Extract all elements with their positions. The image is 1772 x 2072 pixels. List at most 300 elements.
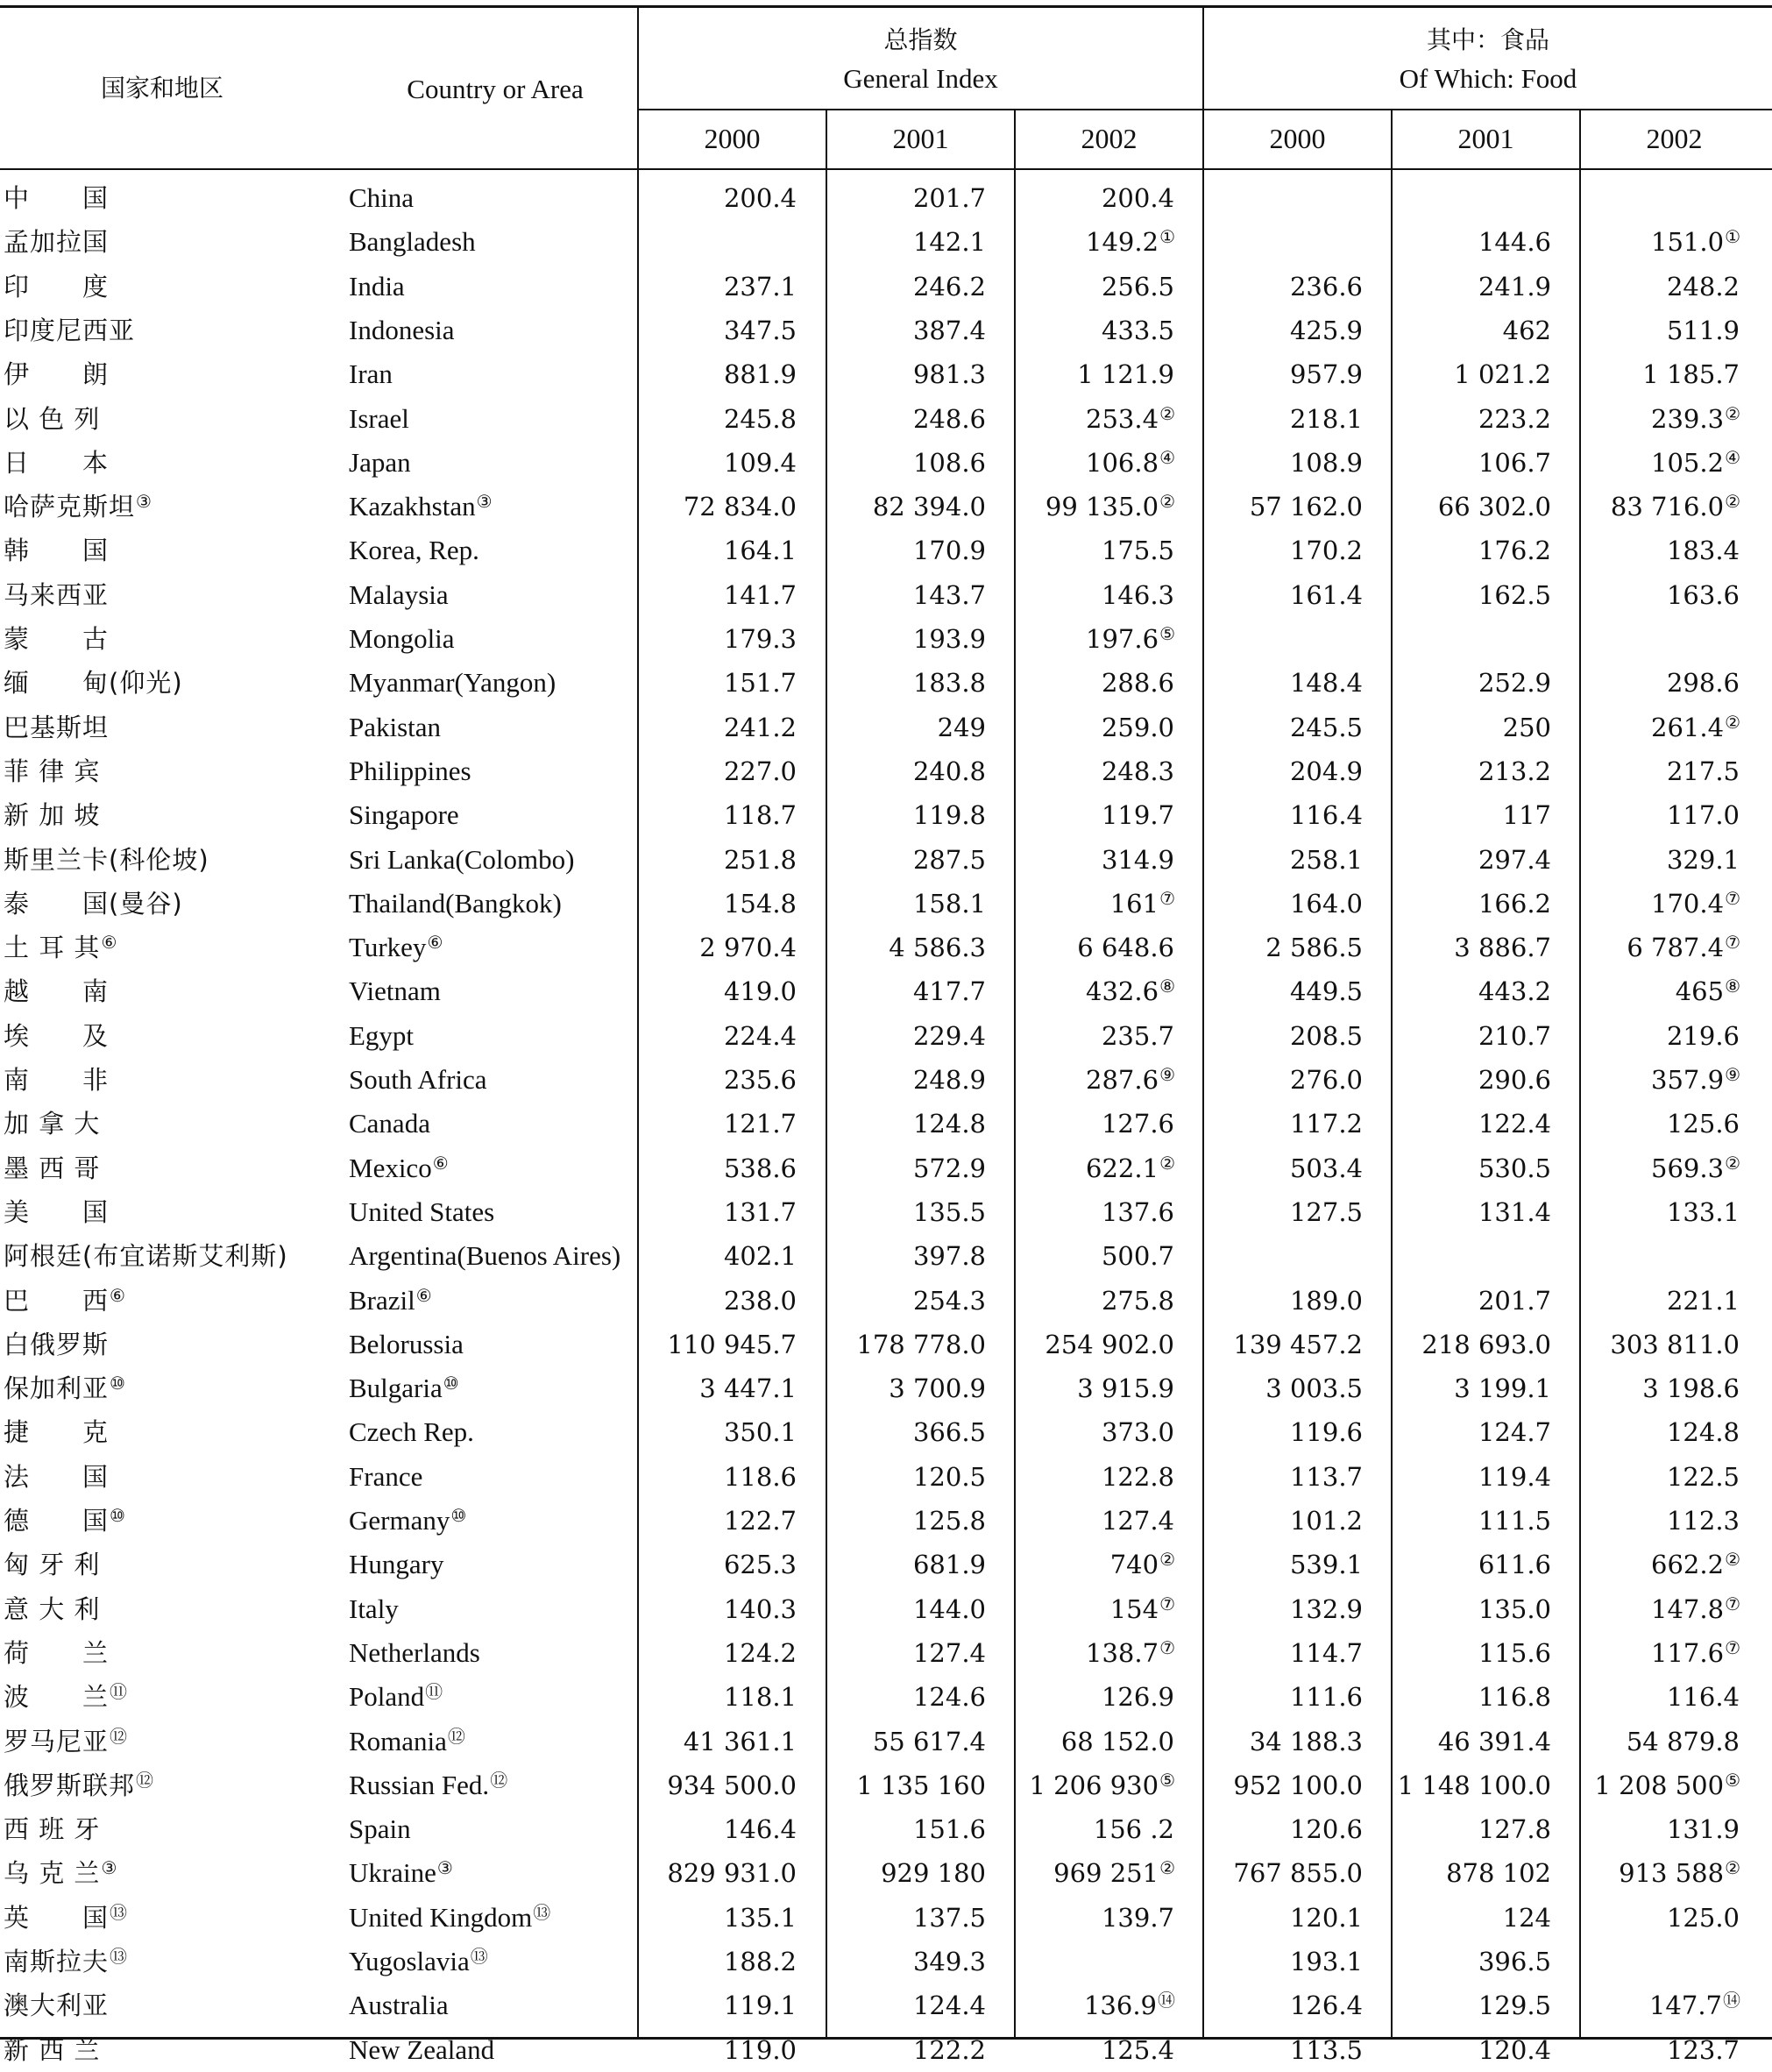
value-food-2001: 297.4: [1478, 844, 1551, 875]
country-name-en: Egypt: [349, 1019, 415, 1051]
value-general-2000: 538.6: [723, 1153, 797, 1183]
footnote-mark: ⑤: [1159, 623, 1175, 644]
value-general-2000: 131.7: [723, 1196, 797, 1227]
value-general-2001: 193.9: [912, 624, 986, 654]
value-food-2001: 135.0: [1478, 1593, 1551, 1624]
country-name-cn: 新 西 兰: [4, 2034, 101, 2065]
footnote-mark: ⑬: [470, 1946, 488, 1967]
value-food-2002: 662.2②: [1651, 1549, 1740, 1580]
value-food-2000: 117.2: [1289, 1109, 1363, 1139]
value-food-2001: 127.8: [1478, 1814, 1551, 1845]
footnote-mark: ③: [476, 491, 493, 513]
value-general-2000: 118.6: [723, 1461, 797, 1492]
value-general-2001: 4 586.3: [889, 933, 986, 963]
value-general-2000: 41 361.1: [683, 1726, 797, 1756]
country-name-en: Netherlands: [349, 1636, 480, 1668]
footnote-mark: ⑥: [110, 1284, 126, 1306]
table-row: [0, 833, 1772, 876]
country-name-en: Mexico⑥: [349, 1152, 449, 1183]
country-name-en: Italy: [349, 1593, 399, 1624]
table-row: [0, 1096, 1772, 1140]
footnote-mark: ⑥: [427, 932, 443, 954]
table-row: [0, 347, 1772, 391]
country-name-cn: 西 班 牙: [4, 1814, 101, 1845]
value-food-2002: 303 811.0: [1610, 1329, 1740, 1359]
value-general-2001: 151.6: [912, 1814, 986, 1845]
footnote-mark: ⑫: [490, 1769, 508, 1791]
value-general-2001: 572.9: [912, 1153, 986, 1183]
value-general-2002: 106.8④: [1086, 446, 1175, 478]
value-general-2002: 6 648.6: [1077, 933, 1174, 963]
value-general-2001: 143.7: [912, 579, 986, 610]
value-food-2000: 113.5: [1289, 2034, 1363, 2065]
table-row: [0, 1009, 1772, 1053]
value-general-2001: 248.6: [912, 403, 986, 434]
footnote-mark: ②: [1159, 491, 1175, 513]
value-general-2001: 144.0: [912, 1593, 986, 1624]
value-general-2001: 240.8: [912, 756, 986, 786]
footnote-mark: ⑤: [1725, 1769, 1740, 1791]
value-general-2001: 397.8: [912, 1241, 986, 1272]
value-general-2001: 122.2: [912, 2034, 986, 2065]
value-general-2000: 119.0: [723, 2034, 797, 2065]
value-general-2000: 135.1: [723, 1902, 797, 1933]
value-general-2002: 500.7: [1101, 1241, 1174, 1272]
table-row: [0, 1405, 1772, 1449]
country-name-cn: 乌 克 兰③: [4, 1857, 118, 1889]
value-food-2000: 204.9: [1289, 756, 1363, 786]
value-general-2001: 108.6: [912, 447, 986, 478]
footnote-mark: ⑦: [1725, 1636, 1740, 1658]
value-general-2002: 622.1②: [1086, 1152, 1175, 1183]
value-food-2001: 210.7: [1478, 1020, 1551, 1051]
country-name-en: Pakistan: [349, 711, 442, 742]
value-food-2001: [1394, 1229, 1552, 1273]
value-food-2002: 298.6: [1666, 668, 1740, 699]
value-food-2001: 250: [1502, 712, 1551, 742]
table-row: [0, 568, 1772, 612]
year-header: 2000: [704, 123, 761, 154]
country-name-en: Iran: [349, 358, 393, 390]
footnote-mark: ⑧: [1159, 976, 1175, 997]
value-food-2001: 129.5: [1478, 1990, 1551, 2021]
value-food-2002: 123.7: [1666, 2034, 1740, 2065]
table-row: [0, 1185, 1772, 1229]
table-row: [0, 1450, 1772, 1494]
country-name-en: South Africa: [349, 1064, 487, 1095]
country-name-cn: 捷 克: [4, 1417, 110, 1448]
footnote-mark: ③: [101, 1857, 118, 1879]
value-food-2002: 217.5: [1666, 756, 1740, 786]
value-general-2001: 119.8: [912, 800, 986, 831]
value-general-2002: 126.9: [1101, 1682, 1174, 1713]
value-general-2000: 151.7: [723, 668, 797, 699]
country-name-cn: 南斯拉夫⑬: [4, 1946, 129, 1976]
footnote-mark: ⑨: [1159, 1064, 1175, 1085]
value-food-2002: 54 879.8: [1626, 1726, 1740, 1756]
value-food-2002: 511.9: [1666, 315, 1740, 345]
value-food-2002: [1583, 171, 1740, 215]
table-row: [0, 1229, 1772, 1273]
table-row: [0, 656, 1772, 699]
value-food-2000: 3 003.5: [1265, 1373, 1363, 1404]
header-country-cn: 国家和地区: [100, 74, 223, 103]
value-food-2001: 3 199.1: [1454, 1373, 1551, 1404]
value-general-2001: 142.1: [912, 227, 986, 258]
country-name-cn: 俄罗斯联邦⑫: [4, 1769, 155, 1800]
footnote-mark: ⑩: [450, 1505, 467, 1526]
country-name-cn: 英 国⑬: [4, 1901, 129, 1933]
country-name-en: Mongolia: [349, 623, 455, 654]
country-name-cn: 罗马尼亚⑫: [4, 1725, 129, 1756]
value-general-2000: 110 945.7: [667, 1329, 797, 1359]
country-name-cn: 马来西亚: [4, 579, 110, 610]
footnote-mark: ⑬: [533, 1901, 551, 1923]
value-food-2001: 396.5: [1478, 1947, 1551, 1976]
year-header: 2001: [1457, 123, 1514, 154]
country-name-cn: 以 色 列: [4, 403, 101, 434]
value-food-2000: 503.4: [1289, 1153, 1363, 1183]
value-general-2000: 146.4: [723, 1814, 797, 1845]
value-food-2001: 241.9: [1478, 271, 1551, 302]
table-row: [0, 876, 1772, 920]
value-food-2002: [1583, 1934, 1740, 1978]
footnote-mark: ②: [1159, 1857, 1175, 1879]
value-general-2001: 124.4: [912, 1990, 986, 2021]
country-name-en: Myanmar(Yangon): [349, 667, 556, 699]
country-name-cn: 印度尼西亚: [4, 315, 136, 345]
value-food-2001: 252.9: [1478, 668, 1551, 699]
footnote-mark: ②: [1725, 1857, 1740, 1879]
value-general-2000: 224.4: [723, 1020, 797, 1051]
country-name-cn: 蒙 古: [4, 624, 110, 654]
table-row: [0, 1317, 1772, 1361]
value-food-2000: 34 188.3: [1249, 1726, 1363, 1756]
value-food-2001: [1394, 171, 1552, 215]
country-name-cn: 伊 朗: [4, 359, 110, 390]
value-general-2002: 200.4: [1101, 183, 1174, 213]
country-name-cn: 中 国: [4, 183, 110, 213]
footnote-mark: ⑪: [425, 1681, 443, 1703]
value-food-2000: [1206, 215, 1364, 259]
table-row: [0, 1053, 1772, 1096]
value-general-2002: 373.0: [1101, 1417, 1174, 1448]
value-general-2000: 141.7: [723, 579, 797, 610]
value-general-2000: 3 447.1: [699, 1373, 797, 1404]
value-food-2001: 878 102: [1446, 1858, 1551, 1889]
value-food-2002: 105.2④: [1651, 446, 1740, 478]
value-general-2001: 417.7: [912, 976, 986, 1007]
value-general-2000: 164.1: [723, 536, 797, 566]
country-name-cn: 泰 国(曼谷): [4, 888, 183, 919]
value-general-2002: 288.6: [1101, 668, 1174, 699]
value-general-2002: [1017, 1934, 1175, 1978]
year-header: 2002: [1646, 123, 1703, 154]
value-food-2000: 539.1: [1289, 1550, 1363, 1580]
country-name-en: Ukraine③: [349, 1857, 453, 1889]
value-general-2002: 125.4: [1101, 2034, 1174, 2065]
value-general-2000: 235.6: [723, 1065, 797, 1095]
value-food-2001: 144.6: [1478, 227, 1551, 258]
value-general-2002: 122.8: [1101, 1461, 1174, 1492]
value-general-2000: [640, 215, 797, 259]
value-general-2002: 197.6⑤: [1086, 623, 1175, 654]
value-general-2000: 881.9: [723, 359, 797, 390]
footnote-mark: ⑫: [110, 1725, 129, 1747]
value-general-2001: 981.3: [912, 359, 986, 390]
value-food-2002: 151.0①: [1651, 226, 1740, 258]
value-general-2001: 183.8: [912, 668, 986, 699]
country-name-cn: 阿根廷(布宜诺斯艾利斯): [4, 1241, 288, 1272]
value-general-2001: 82 394.0: [872, 492, 986, 522]
country-name-cn: 墨 西 哥: [4, 1153, 101, 1183]
value-general-2002: 254 902.0: [1045, 1329, 1174, 1359]
country-name-cn: 越 南: [4, 976, 110, 1007]
country-name-en: Australia: [349, 1990, 449, 2021]
value-general-2001: 124.8: [912, 1109, 986, 1139]
value-general-2000: 245.8: [723, 403, 797, 434]
country-name-en: New Zealand: [349, 2033, 495, 2065]
value-food-2001: 213.2: [1478, 756, 1551, 786]
value-food-2002: 117.0: [1666, 800, 1740, 831]
value-food-2001: 223.2: [1478, 403, 1551, 434]
value-general-2000: 122.7: [723, 1506, 797, 1536]
value-general-2000: 109.4: [723, 447, 797, 478]
value-general-2000: 179.3: [723, 624, 797, 654]
value-general-2001: 3 700.9: [889, 1373, 986, 1404]
country-name-en: Yugoslavia⑬: [349, 1946, 488, 1976]
country-name-cn: 白俄罗斯: [4, 1329, 110, 1359]
value-food-2001: 115.6: [1478, 1637, 1551, 1668]
value-food-2000: 957.9: [1289, 359, 1363, 390]
value-food-2001: 443.2: [1478, 976, 1551, 1007]
footnote-mark: ⑩: [443, 1373, 459, 1394]
footnote-mark: ⑭: [1158, 1990, 1175, 2012]
value-general-2002: 149.2①: [1086, 226, 1175, 258]
value-food-2002: 122.5: [1666, 1461, 1740, 1492]
country-name-cn: 荷 兰: [4, 1637, 110, 1668]
value-food-2000: 120.6: [1289, 1814, 1363, 1845]
value-general-2000: 419.0: [723, 976, 797, 1007]
table-row: [0, 1670, 1772, 1714]
value-general-2002: 740②: [1109, 1549, 1175, 1580]
table-row: [0, 1714, 1772, 1758]
value-food-2000: 111.6: [1289, 1682, 1363, 1713]
value-food-2002: 219.6: [1666, 1020, 1740, 1051]
value-general-2000: 2 970.4: [699, 933, 797, 963]
value-food-2000: 767 855.0: [1233, 1858, 1363, 1889]
value-food-2002: 3 198.6: [1642, 1373, 1740, 1404]
country-name-en: France: [349, 1460, 423, 1492]
footnote-mark: ⑦: [1159, 887, 1175, 909]
table-row: [0, 303, 1772, 347]
value-food-2001: 131.4: [1478, 1196, 1551, 1227]
value-food-2000: 108.9: [1289, 447, 1363, 478]
value-general-2000: 934 500.0: [667, 1770, 797, 1800]
value-food-2002: 913 588②: [1619, 1857, 1740, 1889]
table-row: [0, 920, 1772, 964]
value-food-2002: 239.3②: [1651, 402, 1740, 434]
value-general-2000: 154.8: [723, 888, 797, 919]
value-general-2001: 124.6: [912, 1682, 986, 1713]
value-general-2001: 681.9: [912, 1550, 986, 1580]
value-food-2001: 124: [1502, 1902, 1551, 1933]
value-general-2000: 237.1: [723, 271, 797, 302]
value-food-2001: 66 302.0: [1437, 492, 1551, 522]
footnote-mark: ⑦: [1725, 887, 1740, 909]
table-row: [0, 1626, 1772, 1670]
table-row: [0, 1802, 1772, 1846]
value-food-2001: 290.6: [1478, 1065, 1551, 1095]
country-name-cn: 美 国: [4, 1196, 110, 1227]
value-food-2002: 357.9⑨: [1651, 1064, 1740, 1095]
value-food-2001: 106.7: [1478, 447, 1551, 478]
value-general-2001: 125.8: [912, 1506, 986, 1536]
value-general-2001: 127.4: [912, 1637, 986, 1668]
value-general-2002: 3 915.9: [1077, 1373, 1174, 1404]
value-general-2001: 201.7: [912, 183, 986, 213]
value-general-2002: 175.5: [1101, 536, 1174, 566]
value-food-2001: 46 391.4: [1437, 1726, 1551, 1756]
value-food-2002: [1583, 1229, 1740, 1273]
table-row: [0, 788, 1772, 832]
country-name-en: Poland⑪: [349, 1681, 443, 1713]
footnote-mark: ⑥: [101, 932, 118, 954]
value-food-2000: 148.4: [1289, 668, 1363, 699]
value-food-2002: 465⑧: [1675, 976, 1740, 1007]
table-row: [0, 2023, 1772, 2067]
value-general-2000: 124.2: [723, 1637, 797, 1668]
value-general-2001: 229.4: [912, 1020, 986, 1051]
value-general-2001: 366.5: [912, 1417, 986, 1448]
value-food-2000: 2 586.5: [1265, 933, 1363, 963]
value-food-2000: 101.2: [1289, 1506, 1363, 1536]
top-rule: [0, 5, 1772, 8]
footnote-mark: ③: [436, 1857, 453, 1879]
header-bottom-rule: [0, 168, 1772, 170]
table-row: [0, 1978, 1772, 2022]
value-food-2002: 329.1: [1666, 844, 1740, 875]
value-general-2001: 246.2: [912, 271, 986, 302]
value-food-2002: 1 208 500⑤: [1594, 1769, 1740, 1800]
value-food-2001: 530.5: [1478, 1153, 1551, 1183]
value-food-2002: 569.3②: [1651, 1152, 1740, 1183]
value-general-2001: 254.3: [912, 1285, 986, 1316]
value-general-2002: 119.7: [1101, 800, 1174, 831]
value-general-2001: 137.5: [912, 1902, 986, 1933]
table-row: [0, 479, 1772, 523]
footnote-mark: ⑬: [110, 1946, 129, 1967]
footnote-mark: ②: [1725, 711, 1740, 733]
value-general-2001: 170.9: [912, 536, 986, 566]
value-general-2001: 55 617.4: [872, 1726, 986, 1756]
value-food-2002: 147.8⑦: [1651, 1593, 1740, 1624]
footnote-mark: ④: [1725, 446, 1740, 468]
value-food-2001: 111.5: [1478, 1506, 1551, 1536]
footnote-mark: ②: [1725, 1549, 1740, 1571]
country-name-en: Spain: [349, 1813, 411, 1845]
value-food-2001: 201.7: [1478, 1285, 1551, 1316]
header-general-index: 总指数 General Index: [843, 25, 998, 94]
value-general-2000: 829 931.0: [667, 1858, 797, 1889]
value-food-2001: 124.7: [1478, 1417, 1551, 1448]
footnote-mark: ⑦: [1725, 1593, 1740, 1614]
value-food-2001: 122.4: [1478, 1109, 1551, 1139]
value-food-2002: 133.1: [1666, 1196, 1740, 1227]
country-name-en: Belorussia: [349, 1328, 464, 1359]
value-food-2000: [1206, 612, 1364, 656]
value-general-2000: 347.5: [723, 315, 797, 345]
value-general-2002: 969 251②: [1053, 1857, 1175, 1889]
country-name-en: Japan: [349, 446, 411, 478]
value-food-2000: 132.9: [1289, 1593, 1363, 1624]
country-name-cn: 巴基斯坦: [4, 712, 110, 742]
footnote-mark: ④: [1159, 446, 1175, 468]
value-general-2001: 158.1: [912, 888, 986, 919]
value-general-2001: 349.3: [912, 1947, 986, 1976]
footnote-mark: ②: [1725, 402, 1740, 424]
value-food-2000: [1206, 171, 1364, 215]
year-header: 2001: [892, 123, 949, 154]
value-food-2000: 218.1: [1289, 403, 1363, 434]
value-food-2001: 1 148 100.0: [1397, 1770, 1551, 1800]
value-general-2002: 314.9: [1101, 844, 1174, 875]
table-row: [0, 1274, 1772, 1317]
footnote-mark: ②: [1725, 1152, 1740, 1174]
country-name-en: Kazakhstan③: [349, 491, 493, 522]
value-food-2000: 164.0: [1289, 888, 1363, 919]
footnote-mark: ⑥: [415, 1284, 432, 1306]
value-food-2002: 170.4⑦: [1651, 887, 1740, 919]
country-name-en: China: [349, 182, 415, 213]
value-food-2001: 166.2: [1478, 888, 1551, 919]
value-general-2002: 137.6: [1101, 1196, 1174, 1227]
table-row: [0, 171, 1772, 215]
value-general-2002: 248.3: [1101, 756, 1174, 786]
country-name-en: Bangladesh: [349, 226, 476, 258]
value-general-2000: 227.0: [723, 756, 797, 786]
value-general-2002: 161⑦: [1109, 887, 1175, 919]
country-name-cn: 保加利亚⑩: [4, 1373, 126, 1404]
footnote-mark: ⑩: [110, 1505, 126, 1526]
country-name-cn: 法 国: [4, 1461, 110, 1492]
value-general-2000: 72 834.0: [683, 492, 797, 522]
value-general-2001: 387.4: [912, 315, 986, 345]
table-row: [0, 215, 1772, 259]
country-name-cn: 意 大 利: [4, 1593, 101, 1624]
value-food-2000: 236.6: [1289, 271, 1363, 302]
value-food-2002: 117.6⑦: [1651, 1636, 1740, 1668]
table-row: [0, 744, 1772, 788]
value-general-2002: 259.0: [1101, 712, 1174, 742]
country-name-en: Korea, Rep.: [349, 535, 479, 566]
table-row: [0, 612, 1772, 656]
value-general-2002: 275.8: [1101, 1285, 1174, 1316]
value-food-2000: [1206, 1229, 1364, 1273]
country-name-en: Germany⑩: [349, 1505, 467, 1536]
country-name-en: Romania⑫: [349, 1725, 465, 1756]
country-name-en: Malaysia: [349, 578, 449, 610]
value-food-2000: 120.1: [1289, 1902, 1363, 1933]
value-general-2000: 140.3: [723, 1593, 797, 1624]
country-name-cn: 哈萨克斯坦③: [4, 491, 152, 522]
value-food-2001: 1 021.2: [1454, 359, 1551, 390]
value-food-2002: [1583, 612, 1740, 656]
country-name-cn: 韩 国: [4, 536, 110, 566]
year-header: 2002: [1081, 123, 1138, 154]
value-general-2002: 127.6: [1101, 1109, 1174, 1139]
value-general-2002: 1 206 930⑤: [1029, 1769, 1175, 1800]
